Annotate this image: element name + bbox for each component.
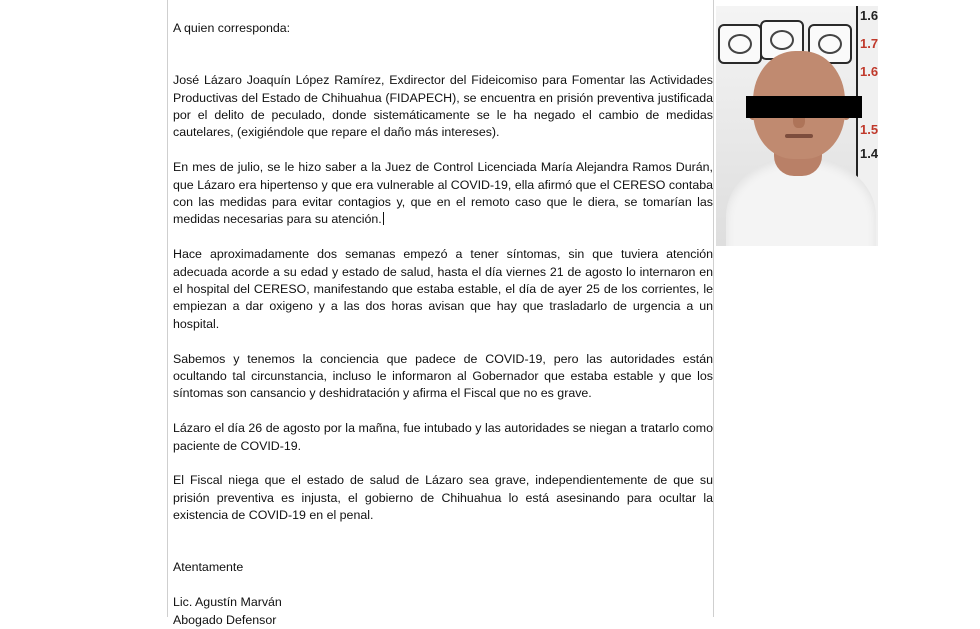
signer-title: Abogado Defensor — [173, 612, 277, 627]
mouth — [785, 134, 813, 138]
scale-mark: 1.6 — [860, 8, 878, 23]
scale-mark: 1.5 — [860, 122, 878, 137]
emblem-icon — [718, 24, 762, 64]
signer-name: Lic. Agustín Marván — [173, 595, 282, 610]
letter-body — [173, 20, 713, 629]
salutation: A quien corresponda: — [173, 21, 291, 35]
mugshot-photo — [716, 6, 878, 246]
scale-mark: 1.7 — [860, 36, 878, 51]
paragraph-1: José Lázaro Joaquín López Ramírez, Exdirector del Fideicomiso para Fomentar las Actividades Productivas del Estado de Chihuahua (FIDAPECH), se encuentra en prisión preventiva justificada por el delito de peculado, donde sistemáticamente se le ha negado el cambio de medidas cautelares, (exigiéndole que repare el daño más intereses). — [173, 73, 713, 140]
scale-mark: 1.6 — [860, 64, 878, 79]
text-cursor — [383, 212, 384, 225]
scale-mark: 1.4 — [860, 146, 878, 161]
paragraph-5: Lázaro el día 26 de agosto por la mañna, fue intubado y las autoridades se niegan a tratarlo como paciente de COVID-19. — [173, 421, 713, 453]
closing: Atentamente — [173, 560, 244, 575]
paragraph-2: En mes de julio, se le hizo saber a la Juez de Control Licenciada María Alejandra Ramos Durán, que Lázaro era hipertenso y que era vulnerable al COVID-19, ella afirmó que el CERESO contaba con las medidas para evitar contagios y, que en el remoto caso que le diera, se tomarían las medidas necesarias para su atención. — [173, 160, 713, 227]
letter-page — [167, 0, 714, 627]
paragraph-3: Hace aproximadamente dos semanas empezó a tener síntomas, sin que tuviera atención adecuada acorde a su edad y estado de salud, hasta el día viernes 21 de agosto lo internaron en el hospital del CERESO, manifestando que estaba estable, el día de ayer 25 de los corrientes, le empiezan a dar oxigeno y a las dos horas avisan que hay que trasladarlo de urgencia a un hospital. — [173, 247, 713, 331]
paragraph-6: El Fiscal niega que el estado de salud de Lázaro sea grave, independientemente de que su prisión preventiva es injusta, el gobierno de Chihuahua lo está asesinando para ocultar la existencia de COVID-19 en el penal. — [173, 473, 713, 523]
paragraph-4: Sabemos y tenemos la conciencia que padece de COVID-19, pero las autoridades están ocultando tal circunstancia, incluso le informaron al Gobernador que estaba estable y que los síntomas son cansancio y deshidratación y afirma el Fiscal que no es grave. — [173, 351, 713, 401]
censor-bar — [746, 96, 862, 118]
